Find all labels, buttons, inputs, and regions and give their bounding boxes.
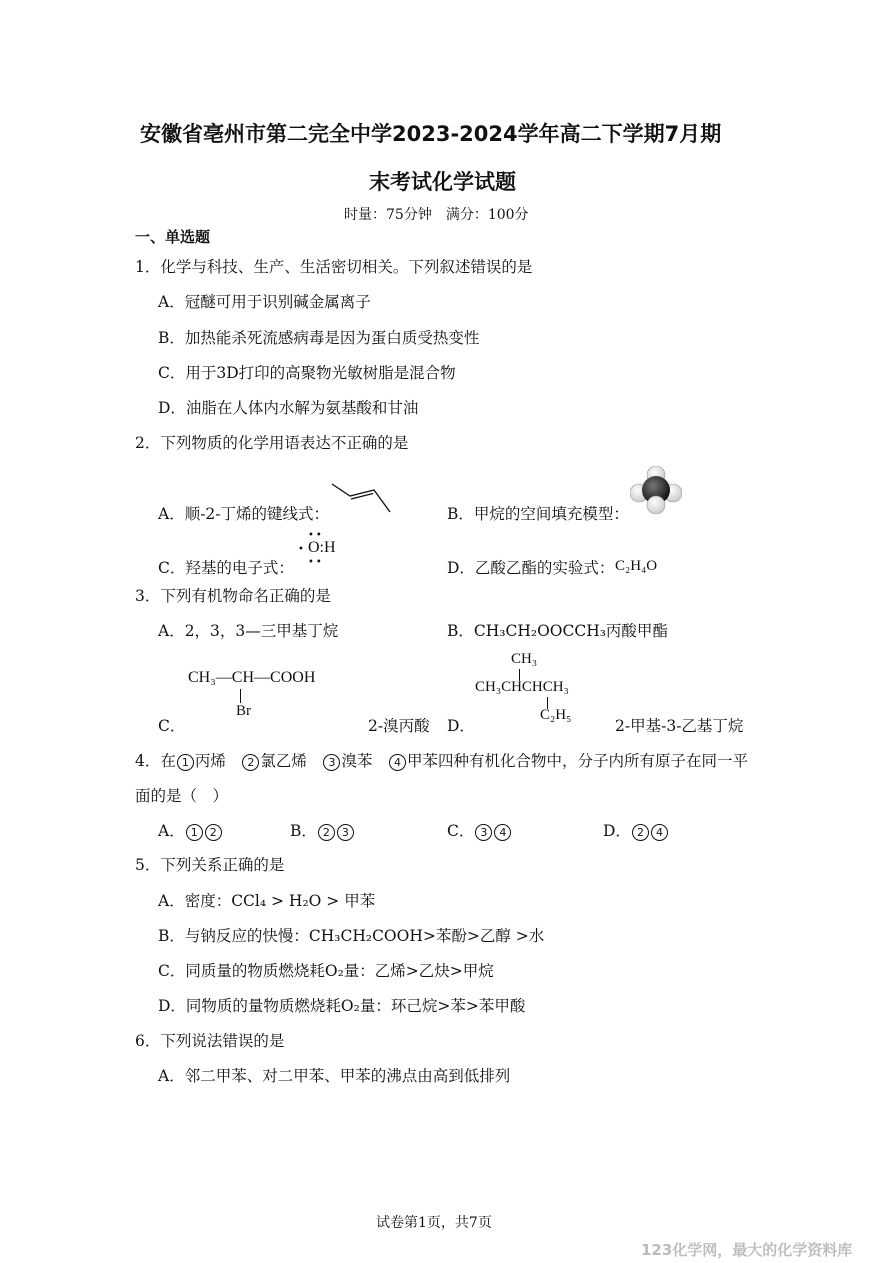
electron-dot-left: • bbox=[298, 544, 304, 555]
q4-d-circle-1: 2 bbox=[632, 824, 649, 841]
q1-option-b: B．加热能杀死流感病毒是因为蛋白质受热变性 bbox=[158, 329, 480, 347]
q2-option-d: D．乙酸乙酯的实验式： bbox=[447, 559, 615, 577]
q4-option-d bbox=[603, 819, 669, 841]
q6-stem: 6．下列说法错误的是 bbox=[135, 1032, 285, 1050]
q3-d-structure-main: CH₃CHCHCH₃ bbox=[475, 679, 569, 695]
q3-option-c-name: 2-溴丙酸 bbox=[368, 717, 430, 735]
q4-d-circle-2: 4 bbox=[651, 824, 668, 841]
q3-option-b: B．CH₃CH₂OOCCH₃丙酸甲酯 bbox=[447, 622, 668, 640]
hydroxyl-electron-formula bbox=[298, 530, 368, 572]
q4-circle-3: 3 bbox=[323, 754, 340, 771]
q5-option-a: A．密度：CCl₄ > H₂O > 甲苯 bbox=[158, 892, 376, 910]
q3-c-structure-sub: Br bbox=[236, 703, 251, 719]
q4-item-4: 甲苯四种有机化合物中，分子内所有原子在同一平 bbox=[406, 752, 748, 770]
q4-c-circle-2: 4 bbox=[494, 824, 511, 841]
q6-option-a: A．邻二甲苯、对二甲苯、甲苯的沸点由高到低排列 bbox=[158, 1067, 511, 1085]
q2-option-b: B．甲烷的空间填充模型： bbox=[447, 505, 629, 523]
q4-item-1: 丙烯 bbox=[194, 752, 226, 770]
q4-item-2: 氯乙烯 bbox=[260, 752, 307, 770]
q4-b-circle-2: 3 bbox=[337, 824, 354, 841]
section-heading: 一、单选题 bbox=[135, 228, 211, 246]
exam-title-line2: 末考试化学试题 bbox=[369, 170, 516, 194]
q3-c-bond-line bbox=[240, 689, 241, 703]
q4-b-circle-1: 2 bbox=[318, 824, 335, 841]
q5-option-c: C．同质量的物质燃烧耗O₂量：乙烯>乙炔>甲烷 bbox=[158, 962, 494, 980]
q4-a-circle-2: 2 bbox=[205, 824, 222, 841]
q1-option-a: A．冠醚可用于识别碱金属离子 bbox=[158, 293, 371, 311]
exam-meta: 时量：75分钟 满分：100分 bbox=[344, 207, 529, 223]
q3-stem: 3．下列有机物命名正确的是 bbox=[135, 587, 331, 605]
q4-option-c bbox=[447, 819, 512, 841]
page-footer: 试卷第1页，共7页 bbox=[376, 1215, 492, 1231]
q4-a-circle-1: 1 bbox=[186, 824, 203, 841]
q3-c-structure-main: CH₃—CH—COOH bbox=[188, 669, 316, 686]
methane-space-filling-icon bbox=[630, 466, 682, 514]
q3-option-d-name: 2-甲基-3-乙基丁烷 bbox=[615, 717, 744, 735]
q4-circle-2: 2 bbox=[242, 754, 259, 771]
watermark: 123化学网，最大的化学资料库 bbox=[641, 1241, 853, 1259]
q3-option-c-label: C． bbox=[158, 717, 186, 735]
q3-d-structure-sub: C₂H₅ bbox=[540, 707, 572, 723]
q4-option-d-label: D． bbox=[603, 822, 631, 840]
q1-stem: 1．化学与科技、生产、生活密切相关。下列叙述错误的是 bbox=[135, 258, 533, 276]
q1-option-c: C．用于3D打印的高聚物光敏树脂是混合物 bbox=[158, 364, 456, 382]
q4-c-circle-1: 3 bbox=[475, 824, 492, 841]
q4-option-a bbox=[158, 819, 223, 841]
q4-option-a-label: A． bbox=[158, 822, 185, 840]
cis-2-butene-skeletal-icon bbox=[328, 478, 394, 518]
electron-dots-bottom: •• bbox=[308, 557, 324, 568]
q3-d-structure-top: CH₃ bbox=[511, 651, 538, 667]
q4-option-b bbox=[290, 819, 355, 841]
q3-option-a: A．2，3，3—三甲基丁烷 bbox=[158, 622, 339, 640]
q3-option-d-label: D． bbox=[447, 717, 475, 735]
q4-stem-line2: 面的是（ ） bbox=[135, 787, 229, 805]
q2-option-c: C．羟基的电子式： bbox=[158, 559, 294, 577]
q4-circle-4: 4 bbox=[389, 754, 406, 771]
q5-stem: 5．下列关系正确的是 bbox=[135, 856, 285, 874]
q4-item-3: 溴苯 bbox=[341, 752, 373, 770]
q4-option-c-label: C． bbox=[447, 822, 475, 840]
q4-circle-1: 1 bbox=[177, 754, 194, 771]
q4-stem-prefix: 4．在 bbox=[135, 752, 176, 770]
q2-option-d-formula: C₂H₄O bbox=[615, 558, 658, 574]
hydroxyl-formula-text: O:H bbox=[308, 539, 336, 556]
q5-option-b: B．与钠反应的快慢：CH₃CH₂COOH>苯酚>乙醇 >水 bbox=[158, 927, 545, 945]
electron-dots-top: •• bbox=[308, 530, 324, 541]
q2-option-a: A．顺-2-丁烯的键线式： bbox=[158, 505, 330, 523]
q4-option-b-label: B． bbox=[290, 822, 317, 840]
q1-option-d: D．油脂在人体内水解为氨基酸和甘油 bbox=[158, 399, 419, 417]
exam-title-line1: 安徽省亳州市第二完全中学2023-2024学年高二下学期7月期 bbox=[140, 122, 722, 146]
q4-stem-line1 bbox=[135, 749, 748, 771]
q5-option-d: D．同物质的量物质燃烧耗O₂量：环己烷>苯>苯甲酸 bbox=[158, 997, 526, 1015]
q2-stem: 2．下列物质的化学用语表达不正确的是 bbox=[135, 434, 409, 452]
